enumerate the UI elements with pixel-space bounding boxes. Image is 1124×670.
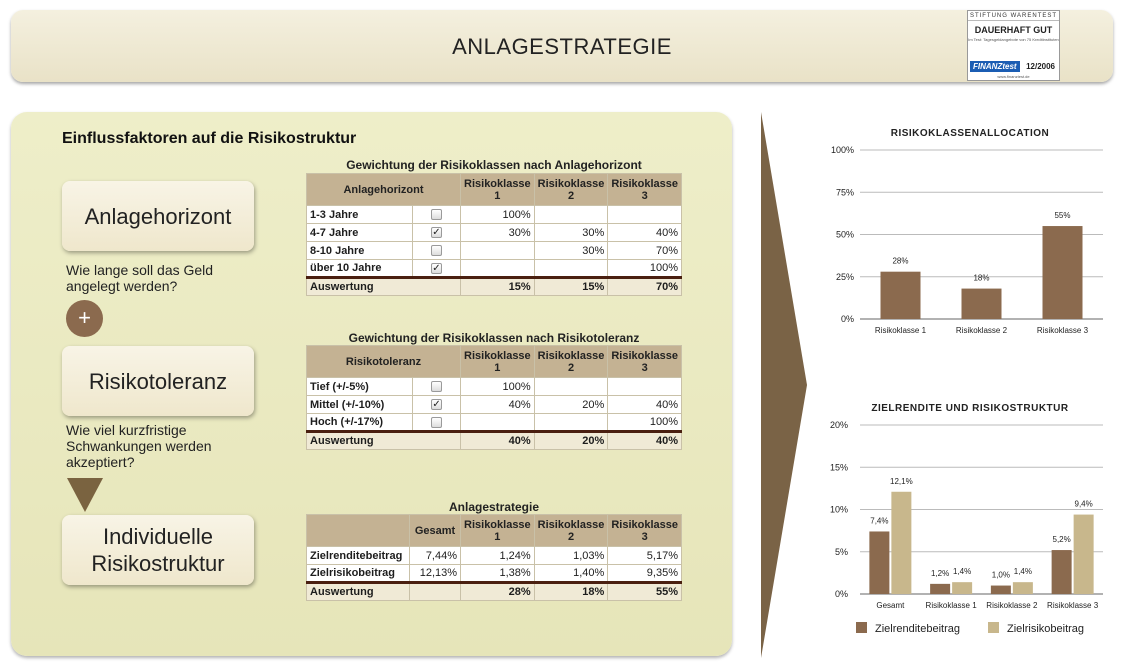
factor-individuelle-risikostruktur[interactable]: Individuelle Risikostruktur <box>62 515 254 585</box>
bar <box>891 492 911 594</box>
data-label: 1,2% <box>931 568 950 578</box>
y-tick-label: 25% <box>835 271 854 282</box>
bar <box>881 272 921 319</box>
legend-swatch <box>988 622 999 633</box>
table-tolerance <box>306 345 682 450</box>
table-row: Zielrisikobeitrag 12,13% 1,38% 1,40% 9,35% <box>307 565 682 583</box>
bar <box>1052 550 1072 594</box>
bar <box>869 531 889 594</box>
checkbox-hoch[interactable] <box>431 417 442 428</box>
table-row: Mittel (+/-10%) ✓ 40% 20% 40% <box>307 396 682 414</box>
question-horizon: Wie lange soll das Geld angelegt werden? <box>66 262 214 294</box>
checkbox-mittel[interactable]: ✓ <box>432 399 441 411</box>
data-label: 1,0% <box>991 570 1010 580</box>
bar <box>962 289 1002 319</box>
table-row: 4-7 Jahre ✓ 30% 30% 40% <box>307 224 682 242</box>
y-tick-label: 5% <box>834 546 848 557</box>
table-row: 1-3 Jahre 100% <box>307 206 682 224</box>
panel-title: Einflussfaktoren auf die Risikostruktur <box>62 130 357 147</box>
table-row: Zielrenditebeitrag 7,44% 1,24% 1,03% 5,17% <box>307 547 682 565</box>
y-tick-label: 0% <box>834 589 848 599</box>
checkbox-8-10-jahre[interactable] <box>431 245 442 256</box>
plus-icon: + <box>66 300 103 337</box>
data-label: 5,2% <box>1052 535 1071 545</box>
table-eval-row: Auswertung 40% 20% 40% <box>307 432 682 450</box>
data-label: 12,1% <box>890 476 913 486</box>
data-label: 28% <box>892 256 909 266</box>
bar <box>1013 582 1033 594</box>
x-tick-label: Risikoklasse 3 <box>1047 601 1099 610</box>
table-row: über 10 Jahre ✓ 100% <box>307 260 682 278</box>
table-eval-row: Auswertung 15% 15% 70% <box>307 278 682 296</box>
x-tick-label: Risikoklasse 1 <box>874 326 927 335</box>
table-row: Tief (+/-5%) 100% <box>307 378 682 396</box>
table-title-strategy: Anlagestrategie <box>448 500 540 514</box>
table-eval-row: Auswertung 28% 18% 55% <box>307 583 682 601</box>
bar <box>930 584 950 594</box>
data-label: 9,4% <box>1074 499 1093 509</box>
bar <box>991 586 1011 594</box>
chart-zielrendite-risikostruktur <box>820 415 1110 645</box>
legend-label: Zielrisikobeitrag <box>1007 623 1085 635</box>
table-strategy <box>306 514 682 601</box>
chevron-right-icon <box>761 112 809 658</box>
test-seal: STIFTUNG WARENTEST DAUERHAFT GUT Im Test: Tagesgeldangebote von 75 Kreditinstituten FINANZtest 12/2006 www.finanztest.de <box>967 10 1060 81</box>
x-tick-label: Risikoklasse 2 <box>986 601 1038 610</box>
table-header-row: Risikotoleranz Risikoklasse 1 Risikoklasse 2 Risikoklasse 3 <box>307 346 682 378</box>
legend-swatch <box>856 622 867 633</box>
checkbox-tief[interactable] <box>431 381 442 392</box>
x-tick-label: Gesamt <box>876 601 905 610</box>
table-row: 8-10 Jahre 30% 70% <box>307 242 682 260</box>
chart2-title: ZIELRENDITE UND RISIKOSTRUKTUR <box>871 403 1069 414</box>
data-label: 1,4% <box>1013 567 1032 577</box>
bar <box>1043 226 1083 319</box>
y-tick-label: 50% <box>835 229 854 240</box>
checkbox-4-7-jahre[interactable]: ✓ <box>432 227 441 239</box>
table-header-row: Gesamt Risikoklasse 1 Risikoklasse 2 Risikoklasse 3 <box>307 515 682 547</box>
y-tick-label: 100% <box>830 145 854 155</box>
x-tick-label: Risikoklasse 2 <box>955 326 1008 335</box>
factor-anlagehorizont[interactable]: Anlagehorizont <box>62 181 254 251</box>
data-label: 55% <box>1054 211 1071 221</box>
table-horizon <box>306 173 682 296</box>
chart1-title: RISIKOKLASSENALLOCATION <box>890 128 1050 139</box>
legend-label: Zielrenditebeitrag <box>875 623 960 635</box>
question-tolerance: Wie viel kurzfristige Schwankungen werden akzeptiert? <box>66 422 212 470</box>
y-tick-label: 15% <box>829 462 848 473</box>
bar <box>1074 515 1094 594</box>
x-tick-label: Risikoklasse 3 <box>1036 326 1089 335</box>
y-tick-label: 0% <box>840 314 854 324</box>
table-row: Hoch (+/-17%) 100% <box>307 414 682 432</box>
data-label: 18% <box>973 273 990 283</box>
chart-risikoklassenallocation <box>820 140 1110 345</box>
bar <box>952 582 972 594</box>
y-tick-label: 10% <box>829 504 848 515</box>
checkbox-ueber-10-jahre[interactable]: ✓ <box>432 262 441 274</box>
arrow-down-icon <box>67 478 103 512</box>
page-title: ANLAGESTRATEGIE <box>452 34 672 59</box>
table-header-row: Anlagehorizont Risikoklasse 1 Risikoklasse 2 Risikoklasse 3 <box>307 174 682 206</box>
x-tick-label: Risikoklasse 1 <box>925 601 977 610</box>
table-title-horizon: Gewichtung der Risikoklassen nach Anlagehorizont <box>346 158 642 172</box>
factor-risikotoleranz[interactable]: Risikotoleranz <box>62 346 254 416</box>
data-label: 7,4% <box>870 516 889 526</box>
y-tick-label: 75% <box>835 187 854 198</box>
data-label: 1,4% <box>953 567 972 577</box>
table-title-tolerance: Gewichtung der Risikoklassen nach Risikotoleranz <box>348 331 640 345</box>
checkbox-1-3-jahre[interactable] <box>431 209 442 220</box>
y-tick-label: 20% <box>829 420 848 430</box>
